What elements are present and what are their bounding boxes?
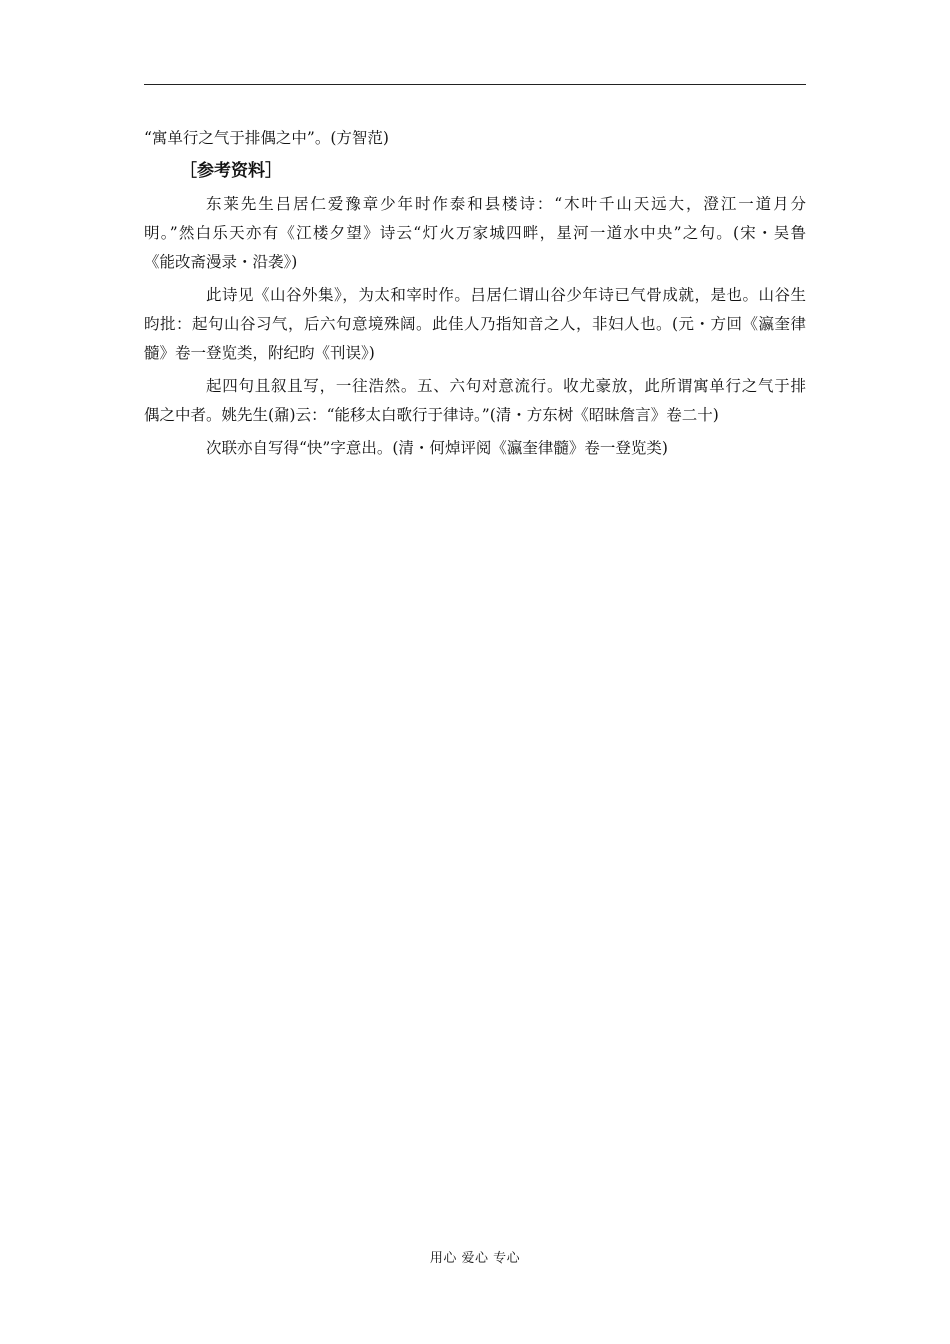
paragraph-line: 次联亦自写得“快”字意出。(清・何焯评阅《瀛奎律髓》卷一登览类) <box>206 439 668 457</box>
paragraph <box>144 190 806 277</box>
continuation-line: “寓单行之气于排偶之中”。(方智范) <box>144 129 389 147</box>
paragraph <box>144 372 806 430</box>
paragraph-line: 《能改斋漫录・沿袭》) <box>144 253 298 271</box>
paragraph-line: 偶之中者。姚先生(鼐)云：“能移太白歌行于律诗。”(清・方东树《昭昧詹言》卷二十) <box>144 406 719 424</box>
page-footer: 用心 爱心 专心 <box>429 1251 521 1266</box>
section-heading: ［参考资料］ <box>180 161 282 181</box>
paragraph-line: 东莱先生吕居仁爱豫章少年时作泰和县楼诗：“木叶千山天远大，澄江一道月分 <box>206 195 806 213</box>
paragraph-line: 髓》卷一登览类，附纪昀《刊误》) <box>144 344 375 362</box>
document-body <box>144 124 806 467</box>
paragraph-line: 明。”然白乐天亦有《江楼夕望》诗云“灯火万家城四畔，星河一道水中央”之句。(宋・吴鲁 <box>144 224 806 242</box>
paragraph-line: 起四句且叙且写，一往浩然。五、六句对意流行。收尤豪放，此所谓寓单行之气于排 <box>206 377 806 395</box>
paragraph <box>144 281 806 368</box>
paragraph-line: 此诗见《山谷外集》，为太和宰时作。吕居仁谓山谷少年诗已气骨成就，是也。山谷生 <box>206 286 806 304</box>
header-rule <box>144 84 806 85</box>
paragraph <box>144 434 806 463</box>
paragraph-line: 昀批：起句山谷习气，后六句意境殊阔。此佳人乃指知音之人，非妇人也。(元・方回《瀛奎律 <box>144 315 806 333</box>
